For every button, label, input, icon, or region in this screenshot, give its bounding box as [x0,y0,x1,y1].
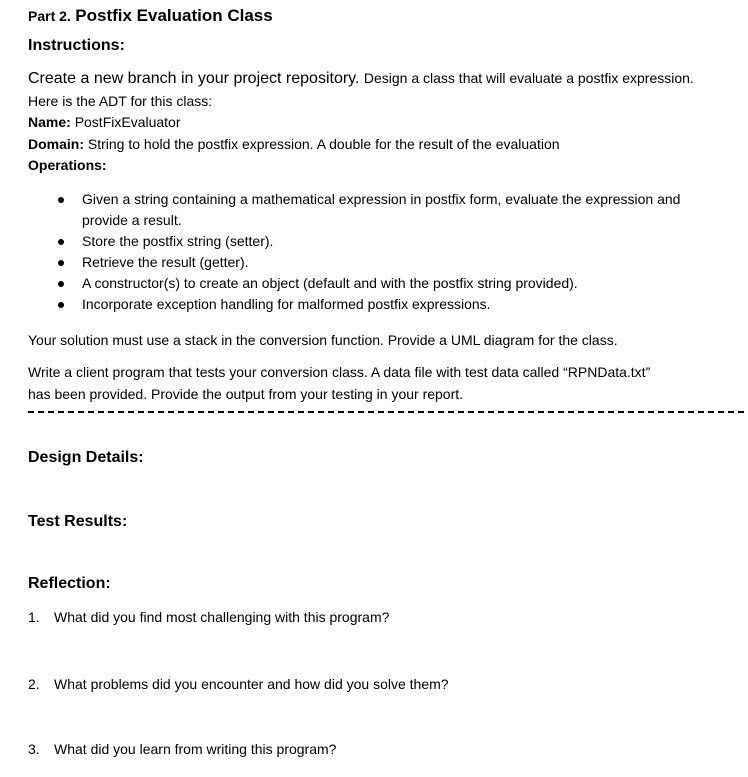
list-item [58,252,728,273]
client-paragraph-line1: Write a client program that tests your conversion class. A data file with test data called “RPNData.txt” [28,364,651,380]
domain-value: String to hold the postfix expression. A double for the result of the evaluation [87,136,560,152]
test-results-heading: Test Results: [28,513,128,530]
operation-text: Incorporate exception handling for malformed postfix expressions. [82,296,491,312]
list-item [58,294,728,315]
list-item [58,273,728,294]
adt-domain-line [28,136,560,152]
design-details-heading: Design Details: [28,449,144,466]
part-prefix: Part 2. [28,8,71,24]
reflection-heading: Reflection: [28,575,111,592]
question-number: 1. [28,609,40,625]
list-item [58,231,728,252]
operation-text: Retrieve the result (getter). [82,254,249,270]
bullet-icon [58,302,64,308]
operations-list [58,189,728,315]
question-text: What did you find most challenging with this program? [54,609,390,625]
bullet-icon [58,260,64,266]
operation-text: Given a string containing a mathematical expression in postfix form, evaluate the expression and [82,191,681,207]
question-text: What problems did you encounter and how did you solve them? [54,676,449,692]
name-label: Name: [28,114,71,130]
domain-label: Domain: [28,136,84,152]
reflection-question [28,676,449,692]
reflection-question [28,609,389,625]
question-text: What did you learn from writing this program? [54,741,337,757]
question-number: 3. [28,741,40,757]
stack-note: Your solution must use a stack in the conversion function. Provide a UML diagram for the class. [28,332,618,348]
lead-large-text: Create a new branch in your project repository. [28,70,360,87]
name-value: PostFixEvaluator [74,114,181,130]
list-item [58,189,728,231]
operation-text: A constructor(s) to create an object (default and with the postfix string provided). [82,275,578,291]
reflection-question [28,741,336,757]
page-title [28,6,273,26]
client-paragraph-line2: has been provided. Provide the output from your testing in your report. [28,386,464,402]
operation-text-cont: provide a result. [82,212,182,228]
operation-text: Store the postfix string (setter). [82,233,274,249]
bullet-icon [58,197,64,203]
operations-label: Operations: [28,157,107,173]
bullet-icon [58,281,64,287]
lead-small-text: Design a class that will evaluate a postfix expression. [363,70,694,86]
part-title-text: Postfix Evaluation Class [75,6,273,25]
section-divider [28,411,744,413]
bullet-icon [58,239,64,245]
adt-name-line [28,114,181,130]
instructions-lead [28,70,694,88]
instructions-heading: Instructions: [28,37,125,54]
question-number: 2. [28,676,40,692]
adt-intro: Here is the ADT for this class: [28,93,213,109]
